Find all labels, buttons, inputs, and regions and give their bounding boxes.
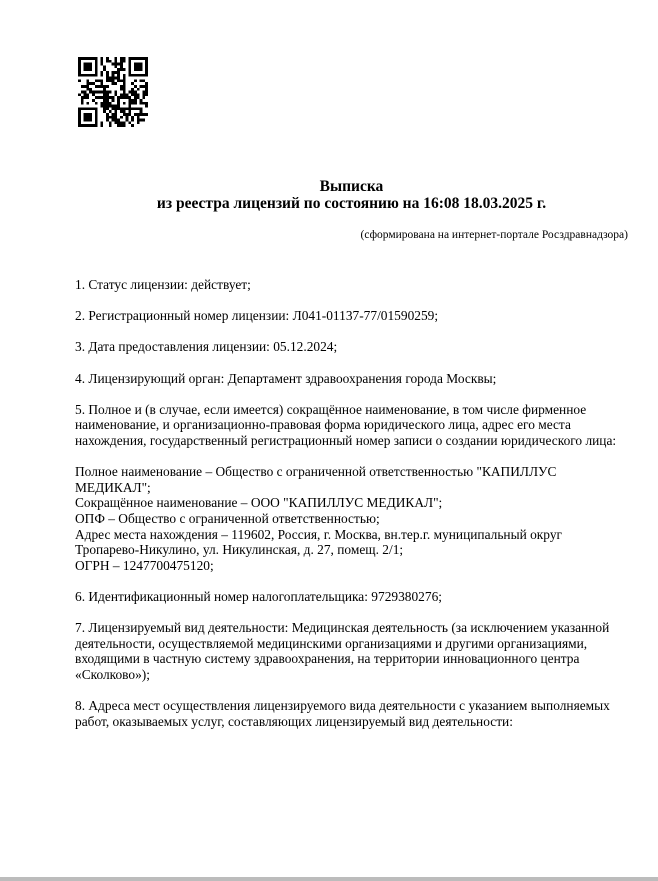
paragraph-line: 6. Идентификационный номер налогоплательщика: 9729380276;: [75, 588, 442, 604]
paragraph: [75, 371, 628, 387]
paragraph: [75, 464, 628, 573]
paragraph: [75, 402, 628, 449]
paragraph-line: 4. Лицензирующий орган: Департамент здравоохранения города Москвы;: [75, 370, 497, 386]
paragraph: [75, 277, 628, 293]
document-title: [75, 179, 628, 212]
document-title-line2: из реестра лицензий по состоянию на 16:08 18.03.2025 г.: [156, 194, 547, 212]
paragraph: [75, 308, 628, 324]
document-title-line1: Выписка: [319, 178, 384, 195]
paragraph-line: 5. Полное и (в случае, если имеется) сокращённое наименование, в том числе фирменное наименование, и организационно-правовая форма юридического лица, адрес его места нахождения, государственный регистрационный номер записи о создании юридического лица:: [75, 401, 617, 448]
document-body: [75, 277, 628, 729]
paragraph-line: 8. Адреса мест осуществления лицензируемого вида деятельности с указанием выполняемых работ, оказываемых услуг, составляющих лицензируемый вид деятельности:: [75, 698, 610, 729]
paragraph-line: Полное наименование – Общество с ограниченной ответственностью "КАПИЛЛУС МЕДИКАЛ";: [75, 464, 557, 495]
paragraph-line: ОПФ – Общество с ограниченной ответственностью;: [75, 510, 380, 526]
qr-code-icon: [78, 57, 148, 127]
page-edge-bar: [0, 877, 658, 881]
paragraph: [75, 339, 628, 355]
paragraph-line: Сокращённое наименование – ООО "КАПИЛЛУС МЕДИКАЛ";: [75, 495, 443, 511]
paragraph-line: Адрес места нахождения – 119602, Россия, г. Москва, вн.тер.г. муниципальный округ Тропарево-Никулино, ул. Никулинская, д. 27, помещ. 2/1;: [75, 526, 563, 558]
paragraph: [75, 698, 628, 729]
paragraph-line: ОГРН – 1247700475120;: [75, 557, 214, 573]
paragraph: [75, 620, 628, 682]
paragraph: [75, 589, 628, 605]
document-note: (сформирована на интернет-портале Росздравнадзора): [360, 229, 628, 241]
paragraph-line: 1. Статус лицензии: действует;: [75, 277, 251, 292]
paragraph-line: 7. Лицензируемый вид деятельности: Медицинская деятельность (за исключением указанной деятельности, осуществляемой медицинскими организациями и другими организациями, входящими в частную систему здравоохранения, на территории инновационного центра «Сколково»);: [75, 620, 610, 682]
paragraph-line: 2. Регистрационный номер лицензии: Л041-01137-77/01590259;: [75, 308, 439, 324]
paragraph-line: 3. Дата предоставления лицензии: 05.12.2024;: [75, 339, 338, 355]
